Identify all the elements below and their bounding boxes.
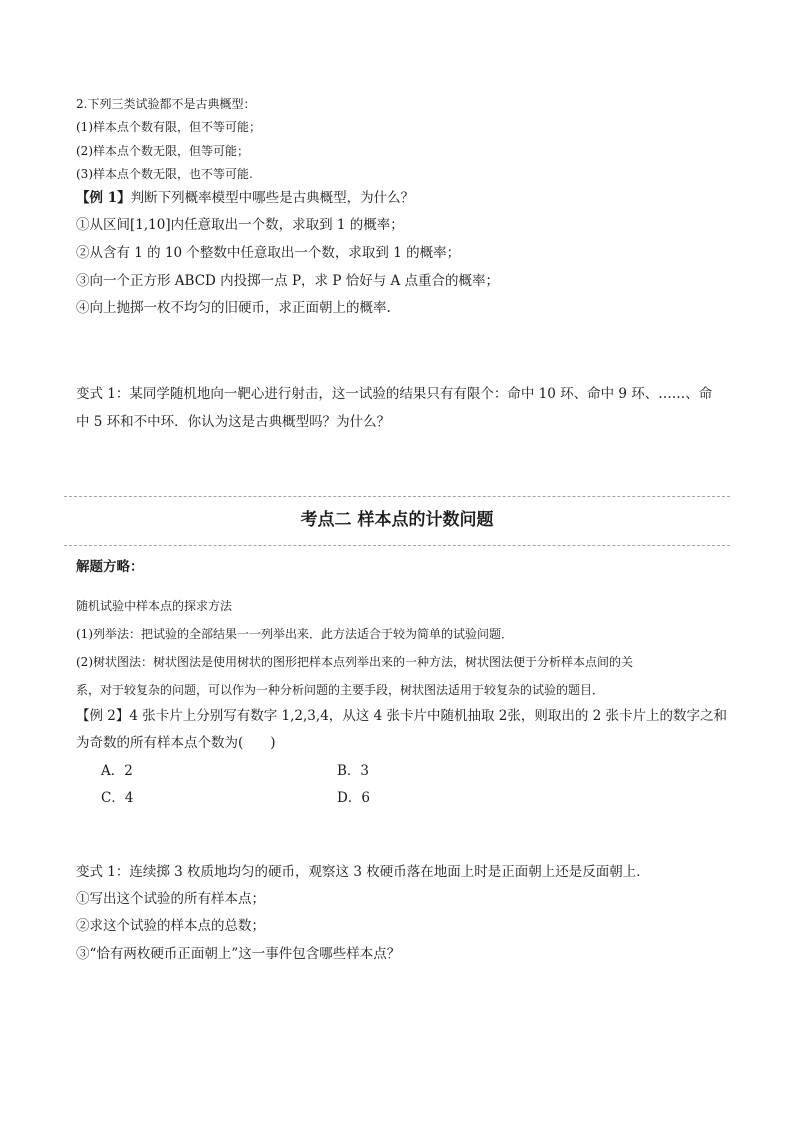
choice-b: [337, 765, 369, 779]
choice-c-letter: C．: [101, 790, 125, 806]
variant-2-line-1: 变式 1：连续掷 3 枚质地均匀的硬币，观察这 3 枚硬币落在地面上时是正面朝上还是反面朝上．: [76, 864, 650, 880]
example-2-line-2: 为奇数的所有样本点个数为( ): [76, 735, 276, 751]
variant-2-item-3: ③“恰有两枚硬币正面朝上”这一事件包含哪些样本点？: [76, 946, 401, 962]
section-2-title: 考点二 样本点的计数问题: [300, 510, 494, 530]
choice-b-letter: B．: [337, 763, 361, 779]
example-2-line-1: 【例 2】4 张卡片上分别写有数字 1,2,3,4，从这 4 张卡片中随机抽取 2张，则取出的 2 张卡片上的数字之和: [76, 708, 728, 724]
example-1-item-4: ④向上抛掷一枚不均匀的旧硬币，求正面朝上的概率.: [76, 300, 391, 316]
example-1-item-2: ②从含有 1 的 10 个整数中任意取出一个数，求取到 1 的概率；: [76, 245, 461, 261]
classical-item-3: (3)样本点个数无限，也不等可能.: [76, 167, 253, 181]
example-1-item-3: ③向一个正方形 ABCD 内投掷一点 P，求 P 恰好与 A 点重合的概率；: [76, 273, 500, 289]
choice-d: [337, 792, 370, 806]
method-2-line-2: 系，对于较复杂的问题，可以作为一种分析问题的主要手段，树状图法适用于较复杂的试验的题目．: [76, 683, 605, 697]
variant-1-line-2: 中 5 环和不中环．你认为这是古典概型吗？为什么？: [76, 414, 391, 430]
method-2-line-1: (2)树状图法：树状图法是使用树状的图形把样本点列举出来的一种方法，树状图法便于分析样本点间的关: [76, 655, 634, 669]
choice-d-letter: D．: [337, 790, 362, 806]
choice-a-letter: A．: [101, 763, 125, 779]
choice-a-value: 2: [124, 763, 133, 779]
method-1: (1)列举法：把试验的全部结果一一列举出来．此方法适合于较为简单的试验问题．: [76, 627, 514, 641]
section-divider-bottom: [64, 545, 730, 546]
method-title: 随机试验中样本点的探求方法: [76, 599, 233, 613]
choice-c-value: 4: [124, 790, 134, 806]
classical-item-1: (1)样本点个数有限，但不等可能；: [76, 120, 261, 134]
example-1-label: 【例 1】: [76, 190, 131, 206]
choice-b-value: 3: [360, 763, 370, 779]
classical-intro: 2.下列三类试验都不是古典概型：: [76, 97, 256, 111]
choice-d-value: 6: [361, 790, 370, 806]
strategy-label: 解题方略：: [76, 559, 144, 575]
classical-item-2: (2)样本点个数无限，但等可能；: [76, 144, 249, 158]
choice-c: [101, 792, 133, 806]
section-divider-top: [64, 496, 730, 497]
example-1-item-1: ①从区间[1,10]内任意取出一个数，求取到 1 的概率；: [76, 217, 404, 233]
variant-2-item-1: ①写出这个试验的所有样本点；: [76, 891, 265, 907]
variant-2-item-2: ②求这个试验的样本点的总数；: [76, 918, 265, 934]
variant-1-line-1: 变式 1：某同学随机地向一靶心进行射击，这一试验的结果只有有限个：命中 10 环、命中 9 环、……、命: [76, 386, 713, 402]
example-1-heading: [76, 192, 414, 206]
choice-a: [101, 765, 133, 779]
example-1-text: 判断下列概率模型中哪些是古典概型，为什么？: [130, 190, 415, 206]
